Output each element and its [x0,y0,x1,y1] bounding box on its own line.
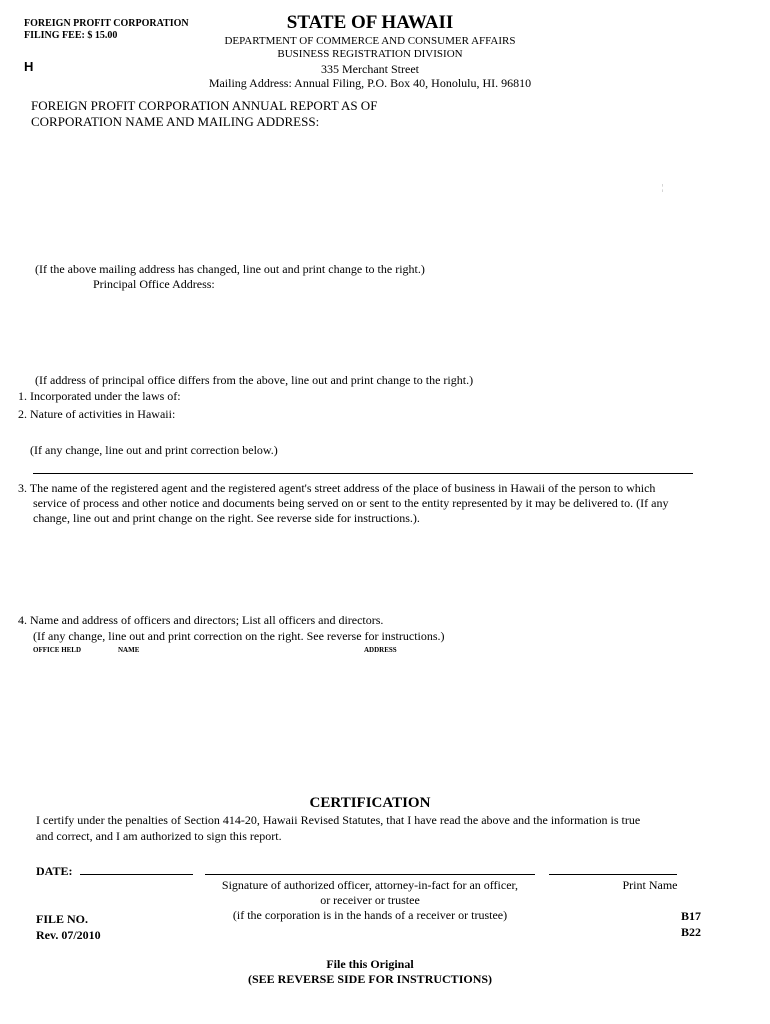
stray-mark: ¦ [662,183,664,192]
corporation-name-address-label: CORPORATION NAME AND MAILING ADDRESS: [31,114,320,129]
division-name: BUSINESS REGISTRATION DIVISION [277,48,463,60]
form-code-b22: B22 [681,925,702,939]
street-address: 335 Merchant Street [321,62,419,76]
item-1-incorporated: 1. Incorporated under the laws of: [18,389,181,403]
principal-change-note: (If address of principal office differs from the above, line out and print change to the right.) [35,373,474,387]
item-2-change-note: (If any change, line out and print correction below.) [30,443,278,457]
signature-caption-line-1: Signature of authorized officer, attorney-in-fact for an officer, [221,878,519,892]
print-name-caption: Print Name [622,878,678,892]
item-3-line-1: 3. The name of the registered agent and the registered agent's street address of the place of business in Hawaii of the person to which [18,481,656,495]
see-reverse-instructions: (SEE REVERSE SIDE FOR INSTRUCTIONS) [247,972,493,986]
print-name-line [549,874,677,875]
column-address: ADDRESS [364,646,397,654]
column-name: NAME [118,646,140,654]
revision-label: Rev. 07/2010 [36,928,101,942]
item-3-line-2: service of process and other notice and documents being served on or sent to the entity represented by it may be delivered to. (If any [33,496,669,510]
h-mark: H [24,59,34,74]
certification-text-line-2: and correct, and I am authorized to sign this report. [36,829,282,843]
item-2-activities: 2. Nature of activities in Hawaii: [18,407,176,421]
certification-heading: CERTIFICATION [309,795,431,811]
state-title: STATE OF HAWAII [286,12,454,33]
department-name: DEPARTMENT OF COMMERCE AND CONSUMER AFFAIRS [224,35,516,47]
item-4-line-2: (If any change, line out and print correction on the right. See reverse for instructions.) [33,629,445,643]
report-title: FOREIGN PROFIT CORPORATION ANNUAL REPORT AS OF [31,98,378,113]
form-type-label: FOREIGN PROFIT CORPORATION [24,18,189,29]
divider-line [33,473,693,474]
column-office-held: OFFICE HELD [33,646,82,654]
file-number-label: FILE NO. [36,912,89,926]
signature-line [205,874,535,875]
mailing-change-note: (If the above mailing address has changed, line out and print change to the right.) [35,262,425,276]
date-line [80,874,193,875]
form-code-b17: B17 [681,909,702,923]
date-label: DATE: [36,864,73,878]
signature-caption-line-3: (if the corporation is in the hands of a receiver or trustee) [232,908,508,922]
item-4-line-1: 4. Name and address of officers and directors; List all officers and directors. [18,613,384,627]
principal-office-label: Principal Office Address: [93,277,215,291]
mailing-address: Mailing Address: Annual Filing, P.O. Box 40, Honolulu, HI. 96810 [208,76,532,90]
filing-fee-label: FILING FEE: $ 15.00 [24,30,118,41]
signature-caption-line-2: or receiver or trustee [320,893,420,907]
file-this-original: File this Original [326,957,414,971]
item-3-line-3: change, line out and print change on the right. See reverse side for instructions.). [33,511,420,525]
certification-text-line-1: I certify under the penalties of Section 414-20, Hawaii Revised Statutes, that I have read the above and the information is true [36,813,641,827]
